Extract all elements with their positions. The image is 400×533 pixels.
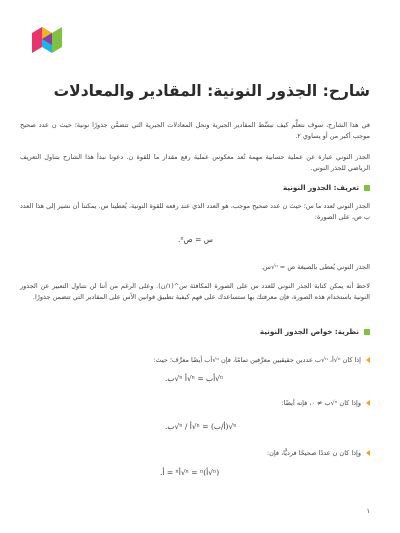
formula-product: ⁿ√أب = ⁿ√أ ⁿ√ب. [165,374,224,383]
green-square-icon [364,185,370,191]
page-number: ١ [366,507,370,515]
paragraph-2: الجذر النوني عبارة عن عملية حسابية مهمة تُعد معكوس عملية رفع مقدار ما للقوة ن. دعونا نبدأ هذا الشارح بتناول التعريف الرياضي للجذر النوني. [20,153,370,172]
paragraph-4: لاحظ أنه يمكن كتابة الجذر النوني للعدد س على الصورة المكافئة س^(١/ن). وعلى الرغم من أننا لن نتناول التعبير عن الجذور النونية باستخدام هذه الصورة، فإن معرفتك بها ستساعدك على فهم كيفية تطبيق قوانين الأس على المقادير التي تتضمن جذورًا. [20,282,370,301]
formula-odd-power: (ⁿ√أ)ⁿ = ⁿ√أⁿ = أ. [160,468,220,477]
bullet-arrow-icon [366,450,370,456]
definition-heading [20,183,370,192]
definition-heading-text: تعريف: الجذور النونية [282,183,359,192]
green-square-icon [364,329,370,335]
paragraph-3: الجذر النوني يُعطى بالصيغة ص = ⁿ√س. [260,263,370,271]
bullet-text: وإذا كان ن عددًا صحيحًا فرديًّا، فإن: [266,449,361,457]
bullet-arrow-icon [366,357,370,363]
theorem-bullet-2 [20,398,370,408]
definition-text: الجذر النوني لعدد ما س؛ حيث ن عدد صحيح موجب، هو العدد الذي عند رفعه للقوة النونية، يُعطينا س. يمكننا أن نشير إلى هذا العدد ب ص، على الصورة: [20,202,370,221]
theorem-heading-text: نظرية: خواص الجذور النونية [259,327,359,336]
theorem-heading [20,327,370,336]
theorem-bullet-3 [20,448,370,458]
theorem-bullet-1 [20,355,370,365]
page-title: شارح: الجذور النونية: المقادير والمعادلات [53,82,370,100]
bullet-text: وإذا كان ⁿ√ب ≠ ٠، فإنه أيضًا: [281,399,361,407]
intro-paragraph: في هذا الشارح، سوف نتعلَّم كيف نبسِّط المقادير الجبرية ونحل المعادلات الجبرية التي تتضمَّن جذورًا نونية؛ حيث ن عدد صحيح موجب أكبر من أو يساوي ٢. [20,121,370,140]
bullet-arrow-icon [366,400,370,406]
formula-quotient: ⁿ√(أ/ب) = ⁿ√أ / ⁿ√ب. [165,422,237,431]
formula-definition: س = صⁿ. [178,235,213,244]
bullet-text: إذا كان ⁿ√أ، ⁿ√ب عددين حقيقيين معرَّفين تمامًا، فإن ⁿ√أب أيضًا معرَّف؛ حيث: [153,356,361,364]
nagwa-logo [32,27,62,53]
